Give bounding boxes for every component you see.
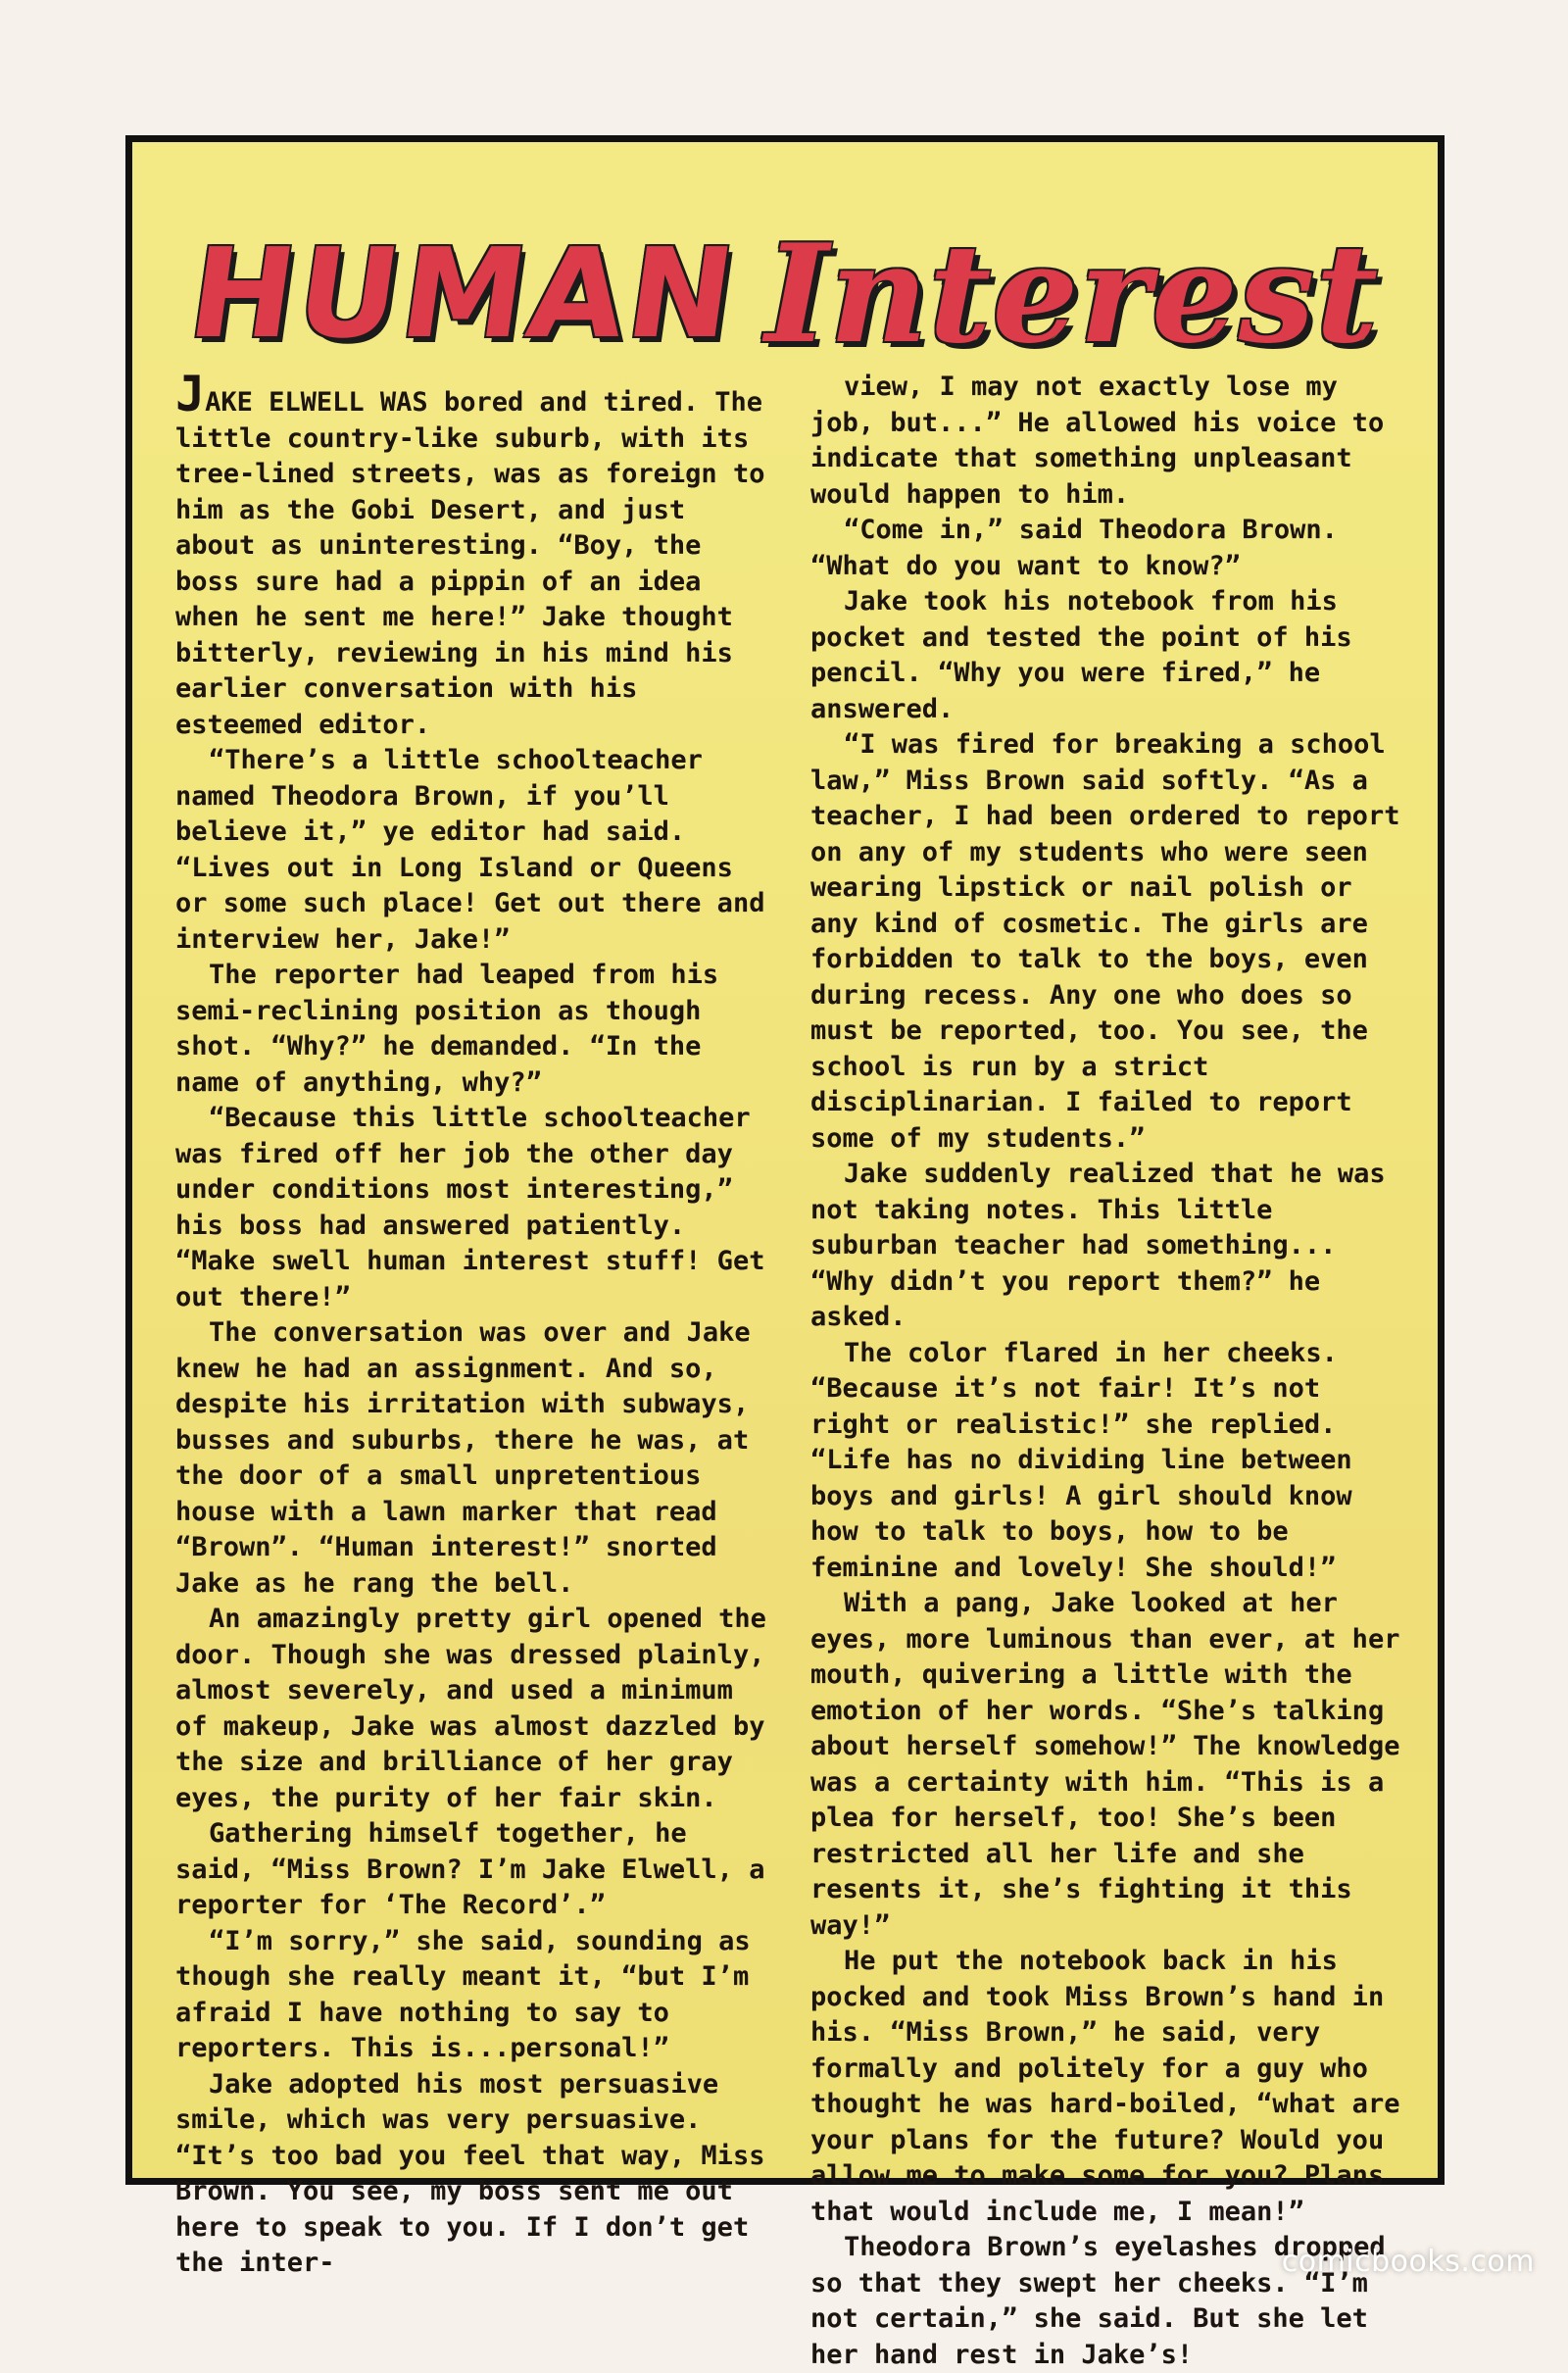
story-paragraph: “I’m sorry,” she said, sounding as though she really meant it, “but I’m afraid I have nothing to say to reporters. This is...personal!” <box>175 1925 751 2063</box>
story-paragraph: “Come in,” said Theodora Brown. “What do you want to know?” <box>810 515 1338 581</box>
left-column <box>175 366 773 2278</box>
story-paragraph: The reporter had leaped from his semi-reclining position as though shot. “Why?” he demanded. “In the name of anything, why?” <box>175 960 719 1098</box>
story-paragraph: “Because this little schoolteacher was fired off her job the other day under conditions most interesting,” his boss had answered patiently. “Make swell human interest stuff! Get out there!” <box>175 1103 765 1312</box>
story-paragraph: view, I may not exactly lose my job, but...” He allowed his voice to indicate that something unpleasant would happen to him. <box>810 371 1385 510</box>
story-paragraph: “I was fired for breaking a school law,” Miss Brown said softly. “As a teacher, I had been ordered to report on any of my students who were seen wearing lipstick or nail polish or any kind of cosmetic. The girls are forbidden to talk to the boys, even during recess. Any one who does so must be reported, too. You see, the school is run by a strict disciplinarian. I failed to report some of my students.” <box>810 729 1400 1154</box>
story-paragraph: He put the notebook back in his pocked and took Miss Brown’s hand in his. “Miss Brown,” he said, very formally and politely for a guy who thought he was hard-boiled, “what are your plans for the future? Would you allow me to make some for you? Plans that would include me, I mean!” <box>810 1946 1400 2227</box>
story-paragraph: An amazingly pretty girl opened the door. Though she was dressed plainly, almost severely, and used a minimum of makeup, Jake was almost dazzled by the size and brilliance of her gray eyes, the purity of her fair skin. <box>175 1604 766 1813</box>
story-paragraph: The conversation was over and Jake knew he had an assignment. And so, despite his irritation with subways, busses and suburbs, there he was, at the door of a small unpretentious house with a lawn marker that read “Brown”. “Human interest!” snorted Jake as he rang the bell. <box>175 1317 751 1599</box>
story-paragraph: Theodora Brown’s eyelashes dropped so that they swept her cheeks. “I’m not certain,” she said. But she let her hand rest in Jake’s! <box>810 2232 1386 2370</box>
story-paragraph: “There’s a little schoolteacher named Theodora Brown, if you’ll believe it,” ye editor had said. “Lives out in Long Island or Queens or some such place! Get out there and interview her, Jake!” <box>175 745 765 955</box>
story-paragraph: With a pang, Jake looked at her eyes, more luminous than ever, at her mouth, quivering a little with the emotion of her words. “She’s talking about herself somehow!” The knowledge was a certainty with him. “This is a plea for herself, too! She’s been restricted all her life and she resents it, she’s fighting it this way!” <box>810 1588 1400 1941</box>
story-paragraph: Gathering himself together, he said, “Miss Brown? I’m Jake Elwell, a reporter for ‘The Record’.” <box>175 1818 765 1920</box>
title-word-interest: Interest <box>764 214 1380 373</box>
title-word-human: HUMAN <box>180 222 747 366</box>
story-paragraph: Jake adopted his most persuasive smile, which was very persuasive. “It’s too bad you feel that way, Miss Brown. You see, my boss sent me out here to speak to you. If I don’t get the inter- <box>175 2068 765 2278</box>
story-paragraph: Jake took his notebook from his pocket and tested the point of his pencil. “Why you were fired,” he answered. <box>810 586 1352 724</box>
site-watermark: comicbooks.com <box>1281 2245 1535 2279</box>
story-paragraph: Jake suddenly realized that he was not taking notes. This little suburban teacher had something... “Why didn’t you report them?” he asked. <box>810 1159 1386 1332</box>
story-paragraph: JAKE ELWELL WAS bored and tired. The little country-like suburb, with its tree-lined streets, was as foreign to him as the Gobi Desert, and just about as uninteresting. “Boy, the boss sure had a pippin of an idea when he sent me here!” Jake thought bitterly, reviewing in his mind his earlier conversation with his esteemed editor. <box>175 366 765 740</box>
story-paragraph: The color flared in her cheeks. “Because it’s not fair! It’s not right or realistic!” she replied. “Life has no dividing line between boys and girls! A girl should know how to talk to boys, how to be feminine and lovely! She should!” <box>810 1337 1352 1583</box>
